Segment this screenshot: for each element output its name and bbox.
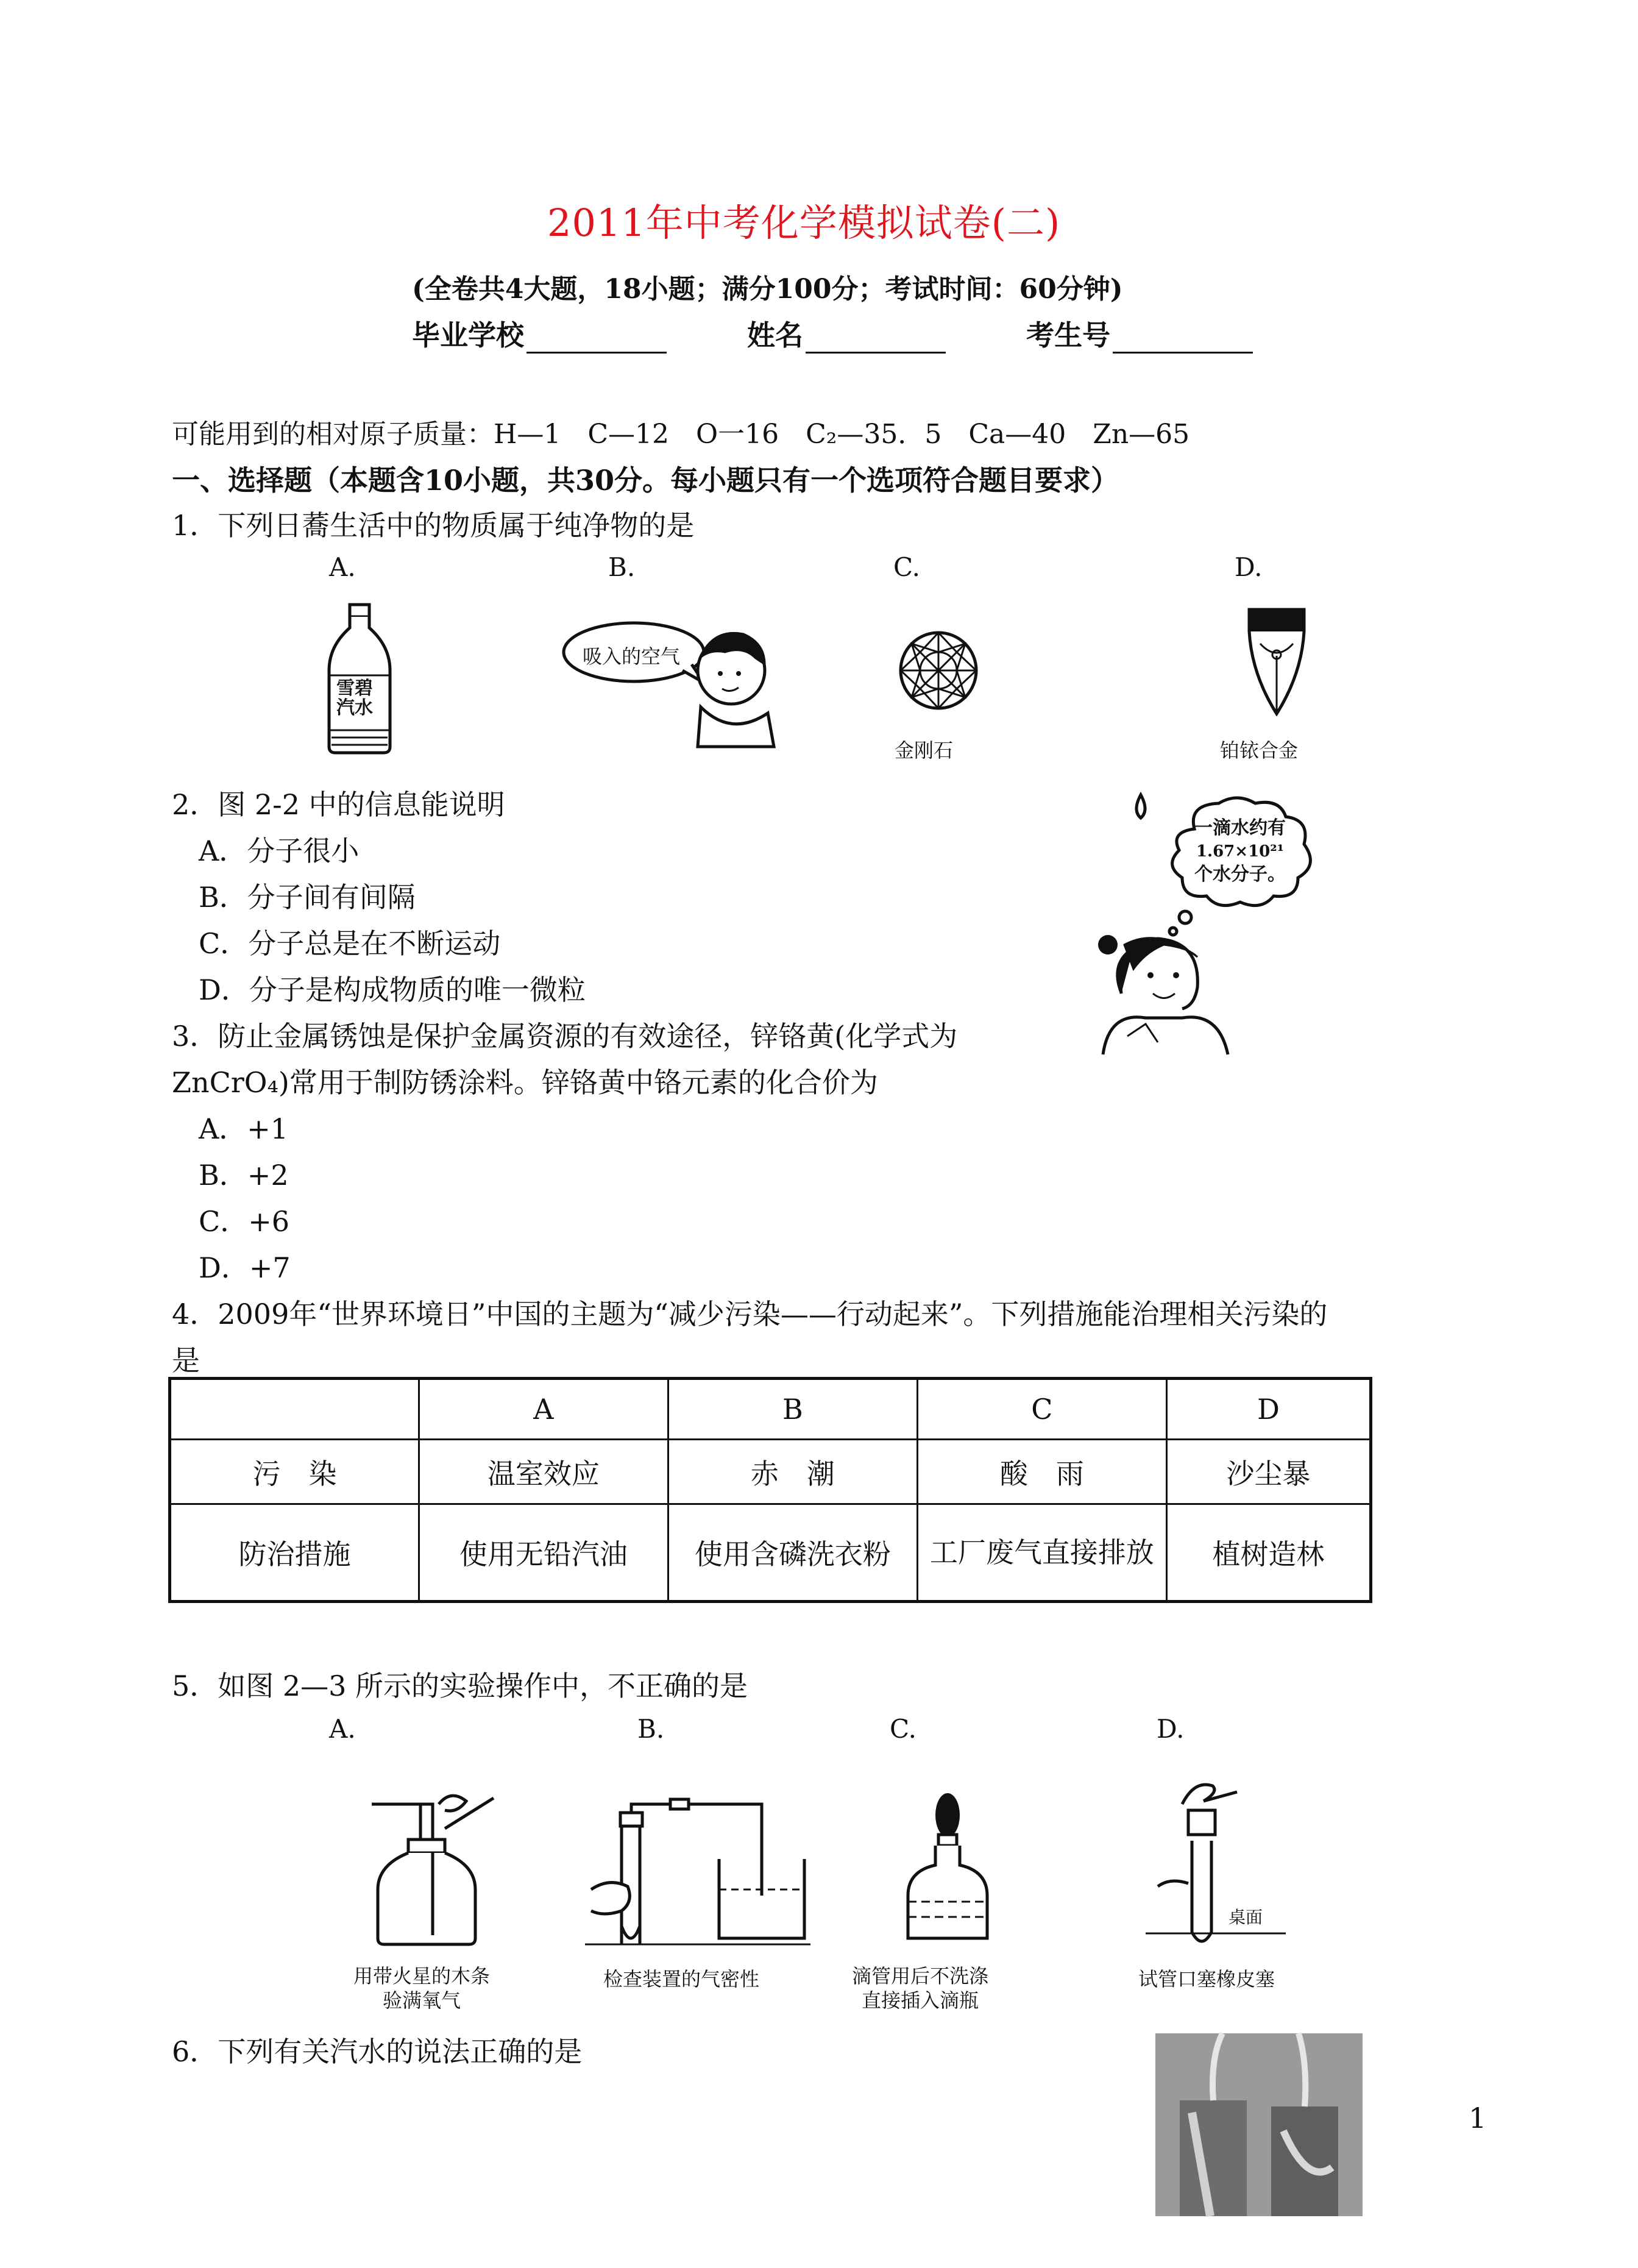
speech-bubble-text: 吸入的空气 [583, 645, 681, 668]
section-1-heading: 一、选择题（本题含10小题，共30分。每小题只有一个选项符合题目要求） [172, 464, 1119, 497]
field-id-label: 考生号 [1026, 319, 1111, 352]
thought-text [1194, 817, 1286, 886]
caption-q5a-line2: 验满氧气 [383, 1989, 461, 2012]
table-header-row [170, 1379, 1371, 1440]
field-id-blank[interactable] [1113, 327, 1253, 354]
pollution-table [168, 1377, 1372, 1603]
q2-option-a: A．分子很小 [199, 834, 360, 867]
q1-stem: 1．下列日蕎生活中的物质属于纯净物的是 [172, 509, 695, 542]
caption-q5d: 试管口塞橡皮塞 [1138, 1968, 1275, 1991]
bottle-label-line2: 汽水 [336, 697, 373, 719]
table-cell: 植树造林 [1166, 1504, 1370, 1602]
q5-option-a: A. [329, 1714, 356, 1744]
table-cell: 使用含磷洗衣粉 [668, 1504, 917, 1602]
thought-line2: 1.67×10²¹ [1196, 842, 1285, 861]
atomic-mass-line: 可能用到的相对原子质量：H—1 C—12 O一16 C₂—35．5 Ca—40 Zn—65 [172, 419, 1190, 450]
caption-q5c-line1: 滴管用后不洗涤 [852, 1964, 989, 1988]
boy-speech-image [561, 616, 780, 750]
gas-bottle-splint-image [366, 1792, 506, 1950]
caption-q5a-line1: 用带火星的木条 [353, 1964, 491, 1988]
q1-option-b: B. [608, 552, 636, 582]
page-title: 2011年中考化学模拟试卷(二) [547, 201, 1061, 245]
table-row [170, 1504, 1371, 1602]
q1-option-a: A. [329, 552, 356, 582]
airtightness-apparatus-image [585, 1804, 810, 1950]
field-school-blank[interactable] [526, 327, 667, 354]
q3-option-c: C．+6 [199, 1205, 290, 1238]
exam-info: (全卷共4大题，18小题；满分100分；考试时间：60分钟) [412, 274, 1123, 305]
thought-line1: 一滴水约有 [1194, 817, 1286, 839]
table-cell: D [1166, 1379, 1370, 1440]
table-row [170, 1440, 1371, 1504]
caption-q5c-line2: 直接插入滴瓶 [862, 1989, 979, 2012]
caption-q5c [852, 1964, 988, 2013]
test-tube-stopper-image [1146, 1768, 1304, 1950]
table-cell: 防治措施 [170, 1504, 419, 1602]
table-cell: 赤 潮 [668, 1440, 917, 1504]
q2-option-b: B．分子间有间隔 [199, 881, 416, 914]
q2-option-d: D．分子是构成物质的唯一微粒 [199, 973, 586, 1006]
q4-stem-line1: 4．2009年“世界环境日”中国的主题为“减少污染——行动起来”。下列措施能治理相关污染的 [172, 1298, 1328, 1331]
q1-option-d: D. [1235, 552, 1263, 582]
q5-stem: 5．如图 2—3 所示的实验操作中，不正确的是 [172, 1669, 748, 1702]
q3-option-b: B．+2 [199, 1159, 289, 1192]
q6-stem: 6．下列有关汽水的说法正确的是 [172, 2035, 583, 2068]
q3-option-d: D．+7 [199, 1251, 291, 1284]
table-cell [170, 1379, 419, 1440]
caption-diamond: 金刚石 [895, 739, 954, 762]
q2-option-c: C．分子总是在不断运动 [199, 927, 501, 960]
q4-stem-line2: 是 [172, 1344, 200, 1377]
q5-option-b: B. [637, 1714, 665, 1744]
q1-option-c: C. [893, 552, 920, 582]
diamond-image [896, 628, 981, 713]
thought-line3: 个水分子。 [1194, 864, 1286, 885]
field-name-label: 姓名 [747, 319, 804, 352]
bottle-label [336, 679, 373, 718]
table-cell: B [668, 1379, 917, 1440]
table-cell: 工厂废气直接排放 [917, 1504, 1166, 1602]
bottle-label-line1: 雪碧 [336, 678, 373, 699]
q5-option-c: C. [890, 1714, 916, 1744]
pen-nib-image [1243, 607, 1310, 717]
field-school-label: 毕业学校 [412, 319, 524, 352]
label-table-surface: 桌面 [1228, 1907, 1263, 1927]
q5-option-d: D. [1157, 1714, 1185, 1744]
table-cell: C [917, 1379, 1166, 1440]
table-cell: 使用无铅汽油 [419, 1504, 668, 1602]
page-number: 1 [1469, 2102, 1487, 2135]
table-cell: 酸 雨 [917, 1440, 1166, 1504]
q3-stem-line2: ZnCrO₄)常用于制防锈涂料。锌铬黄中铬元素的化合价为 [172, 1066, 878, 1099]
table-cell: 污 染 [170, 1440, 419, 1504]
table-cell: 温室效应 [419, 1440, 668, 1504]
candidate-fields [412, 313, 1253, 354]
soda-cans-photo [1155, 2033, 1363, 2216]
q3-stem-line1: 3．防止金属锈蚀是保护金属资源的有效途径，锌铬黄(化学式为 [172, 1020, 958, 1053]
field-name-blank[interactable] [806, 327, 946, 354]
dropper-bottle-image [902, 1792, 993, 1950]
table-cell: 沙尘暴 [1166, 1440, 1370, 1504]
caption-q5a [353, 1964, 490, 2013]
caption-nib: 铂铱合金 [1220, 739, 1299, 762]
caption-q5b: 检查装置的气密性 [603, 1968, 760, 1991]
table-cell: A [419, 1379, 668, 1440]
q3-option-a: A．+1 [199, 1112, 289, 1145]
q2-stem: 2．图 2-2 中的信息能说明 [172, 788, 505, 821]
